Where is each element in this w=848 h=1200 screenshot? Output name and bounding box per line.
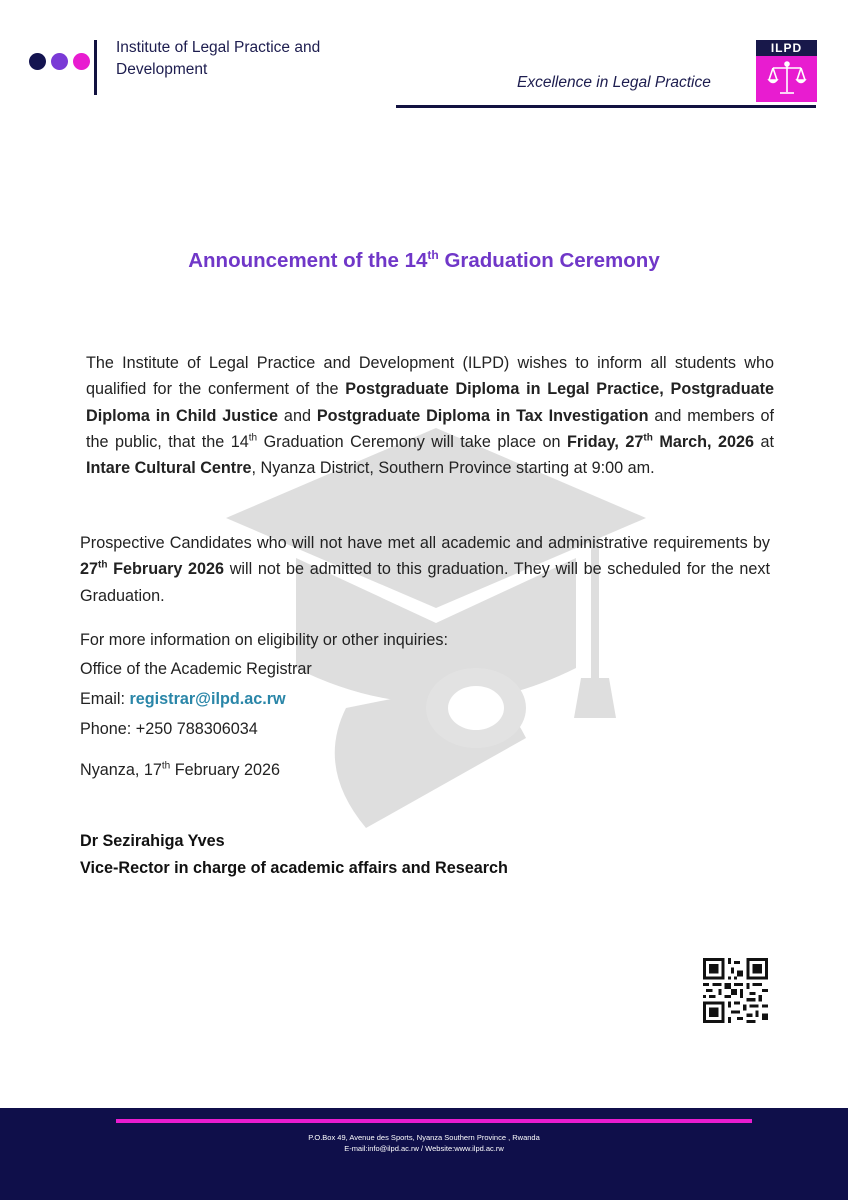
announcement-paragraph <box>86 350 774 481</box>
title-prefix: Announcement of the 14 <box>188 248 428 272</box>
ilpd-logo <box>756 40 817 102</box>
p1-bold-date-a: Friday, 27 <box>567 432 644 451</box>
signatory-role: Vice-Rector in charge of academic affairs and Research <box>80 859 508 877</box>
tagline: Excellence in Legal Practice <box>517 74 711 91</box>
date-sup: th <box>161 760 171 772</box>
date-line <box>80 761 280 780</box>
contact-intro: For more information on eligibility or other inquiries: <box>80 631 448 649</box>
email-link[interactable]: registrar@ilpd.ac.rw <box>129 690 286 708</box>
dot-purple <box>51 53 68 70</box>
contact-office: Office of the Academic Registrar <box>80 660 312 678</box>
date-prefix: Nyanza, 17 <box>80 761 162 779</box>
page-title <box>0 248 848 273</box>
footer-text <box>0 1132 848 1154</box>
p1-text-3: and members of the public, that the 14 <box>86 406 775 451</box>
date-suffix: February 2026 <box>170 761 281 779</box>
p1-bold-tax: Postgraduate Diploma in Tax Investigation <box>316 406 649 425</box>
dot-navy <box>29 53 46 70</box>
p2-bold-date-a: 27 <box>80 560 99 579</box>
brand-dots <box>29 53 90 70</box>
p1-sup-1: th <box>248 432 258 444</box>
p1-bold-date-b: March, 2026 <box>652 432 755 451</box>
p1-text-4: Graduation Ceremony will take place on <box>257 432 568 451</box>
title-suffix: Graduation Ceremony <box>438 248 660 272</box>
contact-email-line <box>80 690 286 709</box>
footer-contact: E-mail:info@ilpd.ac.rw / Website:www.ilpd.ac.rw <box>344 1144 504 1153</box>
signatory-name: Dr Sezirahiga Yves <box>80 832 225 850</box>
header-divider <box>94 40 97 95</box>
institute-name-line1: Institute of Legal Practice and <box>116 39 321 56</box>
dot-magenta <box>73 53 90 70</box>
logo-text: ILPD <box>756 40 817 56</box>
p1-bold-diplomas: Postgraduate Diploma in Legal Practice, Postgraduate Diploma in Child Justice <box>86 380 774 425</box>
p1-sup-2: th <box>643 432 653 444</box>
requirements-paragraph <box>80 530 770 609</box>
contact-phone: Phone: +250 788306034 <box>80 720 258 738</box>
p1-text-1: The Institute of Legal Practice and Development (ILPD) wishes to inform all students who qualified for the conferment of the <box>86 354 774 399</box>
p1-text-5: at <box>754 432 774 451</box>
institute-name-line2: Development <box>116 61 208 78</box>
title-sup: th <box>427 248 439 262</box>
footer <box>0 1108 848 1200</box>
email-label: Email: <box>80 690 130 708</box>
p2-text-1: Prospective Candidates who will not have met all academic and administrative requirements by <box>80 534 770 552</box>
footer-address: P.O.Box 49, Avenue des Sports, Nyanza Southern Province , Rwanda <box>308 1133 540 1142</box>
header-rule <box>396 105 816 108</box>
p2-sup: th <box>98 559 108 571</box>
p1-bold-venue: Intare Cultural Centre <box>86 459 252 478</box>
p1-text-2: and <box>278 406 317 425</box>
scales-of-justice-icon <box>756 56 817 102</box>
qr-code <box>703 958 768 1023</box>
p2-bold-date-b: February 2026 <box>107 560 225 579</box>
footer-accent-line <box>116 1119 752 1123</box>
institute-name <box>116 37 376 81</box>
p2-text-2: will not be admitted to this graduation. They will be scheduled for the next Graduation. <box>80 560 771 605</box>
p1-text-6: , Nyanza District, Southern Province starting at 9:00 am. <box>251 459 655 478</box>
